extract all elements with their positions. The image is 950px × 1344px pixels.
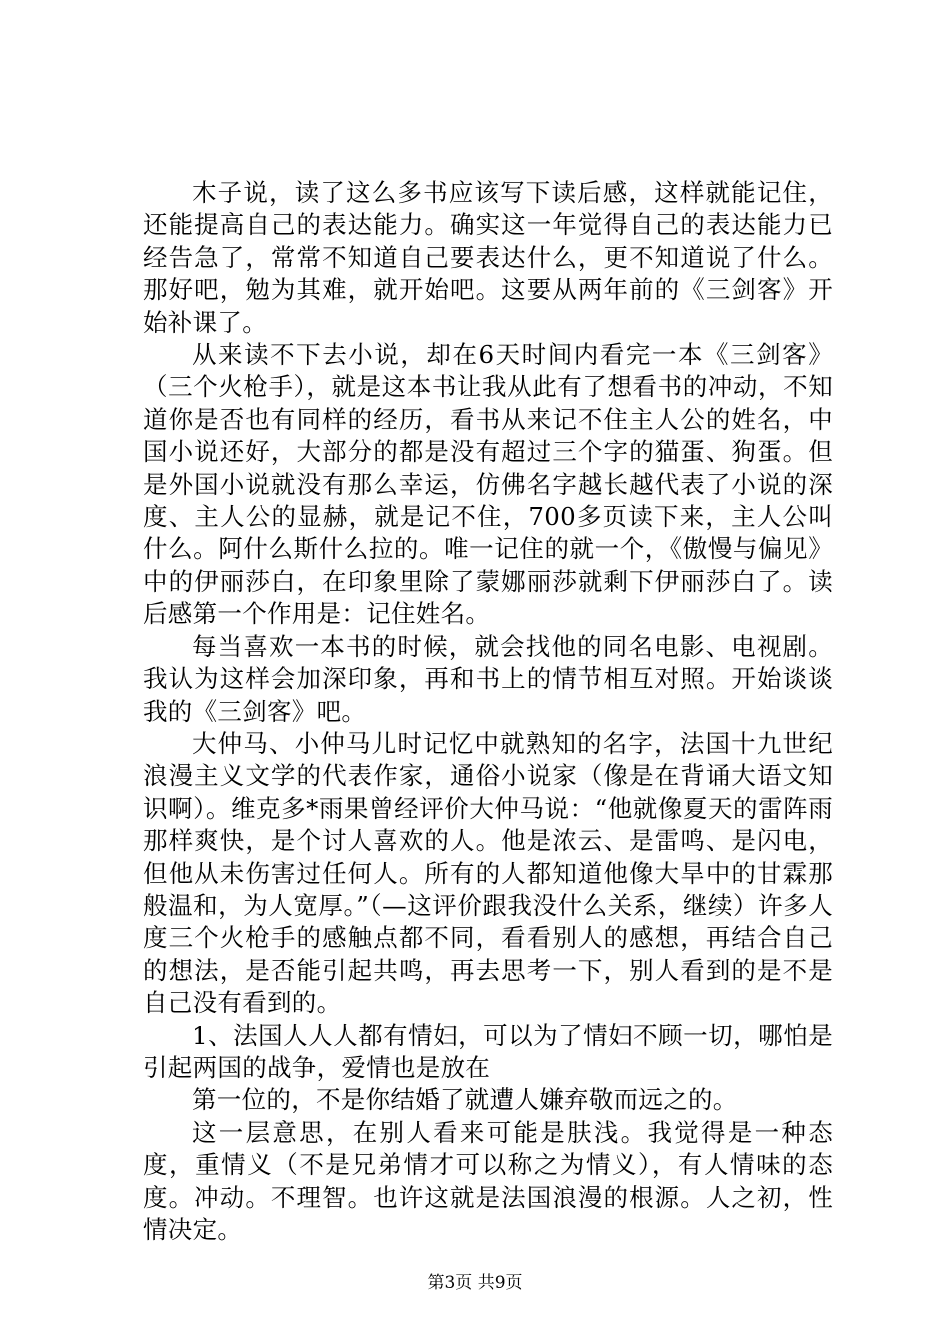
document-body bbox=[143, 177, 833, 1246]
paragraph-3: 每当喜欢一本书的时候，就会找他的同名电影、电视剧。我认为这样会加深印象，再和书上的情节相互对照。开始谈谈我的《三剑客》吧。 bbox=[143, 631, 833, 726]
paragraph-1: 木子说，读了这么多书应该写下读后感，这样就能记住，还能提高自己的表达能力。确实这一年觉得自己的表达能力已经告急了，常常不知道自己要表达什么，更不知道说了什么。那好吧，勉为其难，就开始吧。这要从两年前的《三剑客》开始补课了。 bbox=[143, 178, 833, 337]
paragraph-5: 1、法国人人人都有情妇，可以为了情妇不顾一切，哪怕是引起两国的战争，爱情也是放在 bbox=[143, 1020, 833, 1082]
page-footer: 第3页 共9页 bbox=[427, 1273, 523, 1293]
paragraph-4: 大仲马、小仲马儿时记忆中就熟知的名字，法国十九世纪浪漫主义文学的代表作家，通俗小说家（像是在背诵大语文知识啊）。维克多*雨果曾经评价大仲马说：“他就像夏天的雷阵雨那样爽快，是个讨人喜欢的人。他是浓云、是雷鸣、是闪电，但他从未伤害过任何人。所有的人都知道他像大旱中的甘霖那般温和，为人宽厚。”（—这评价跟我没什么关系，继续）许多人度三个火枪手的感触点都不同，看看别人的感想，再结合自己的想法，是否能引起共鸣，再去思考一下，别人看到的是不是自己没有看到的。 bbox=[143, 728, 833, 1018]
paragraph-7: 这一层意思，在别人看来可能是肤浅。我觉得是一种态度，重情义（不是兄弟情才可以称之为情义），有人情味的态度。冲动。不理智。也许这就是法国浪漫的根源。人之初，性情决定。 bbox=[143, 1117, 833, 1244]
paragraph-6: 第一位的，不是你结婚了就遭人嫌弃敬而远之的。 bbox=[192, 1085, 738, 1115]
paragraph-2: 从来读不下去小说，却在6天时间内看完一本《三剑客》（三个火枪手），就是这本书让我从此有了想看书的冲动，不知道你是否也有同样的经历，看书从来记不住主人公的姓名，中国小说还好，大部分的都是没有超过三个字的猫蛋、狗蛋。但是外国小说就没有那么幸运，仿佛名字越长越代表了小说的深度、主人公的显赫，就是记不住，700多页读下来，主人公叫什么。阿什么斯什么拉的。唯一记住的就一个，《傲慢与偏见》中的伊丽莎白，在印象里除了蒙娜丽莎就剩下伊丽莎白了。读后感第一个作用是：记住姓名。 bbox=[143, 340, 833, 629]
